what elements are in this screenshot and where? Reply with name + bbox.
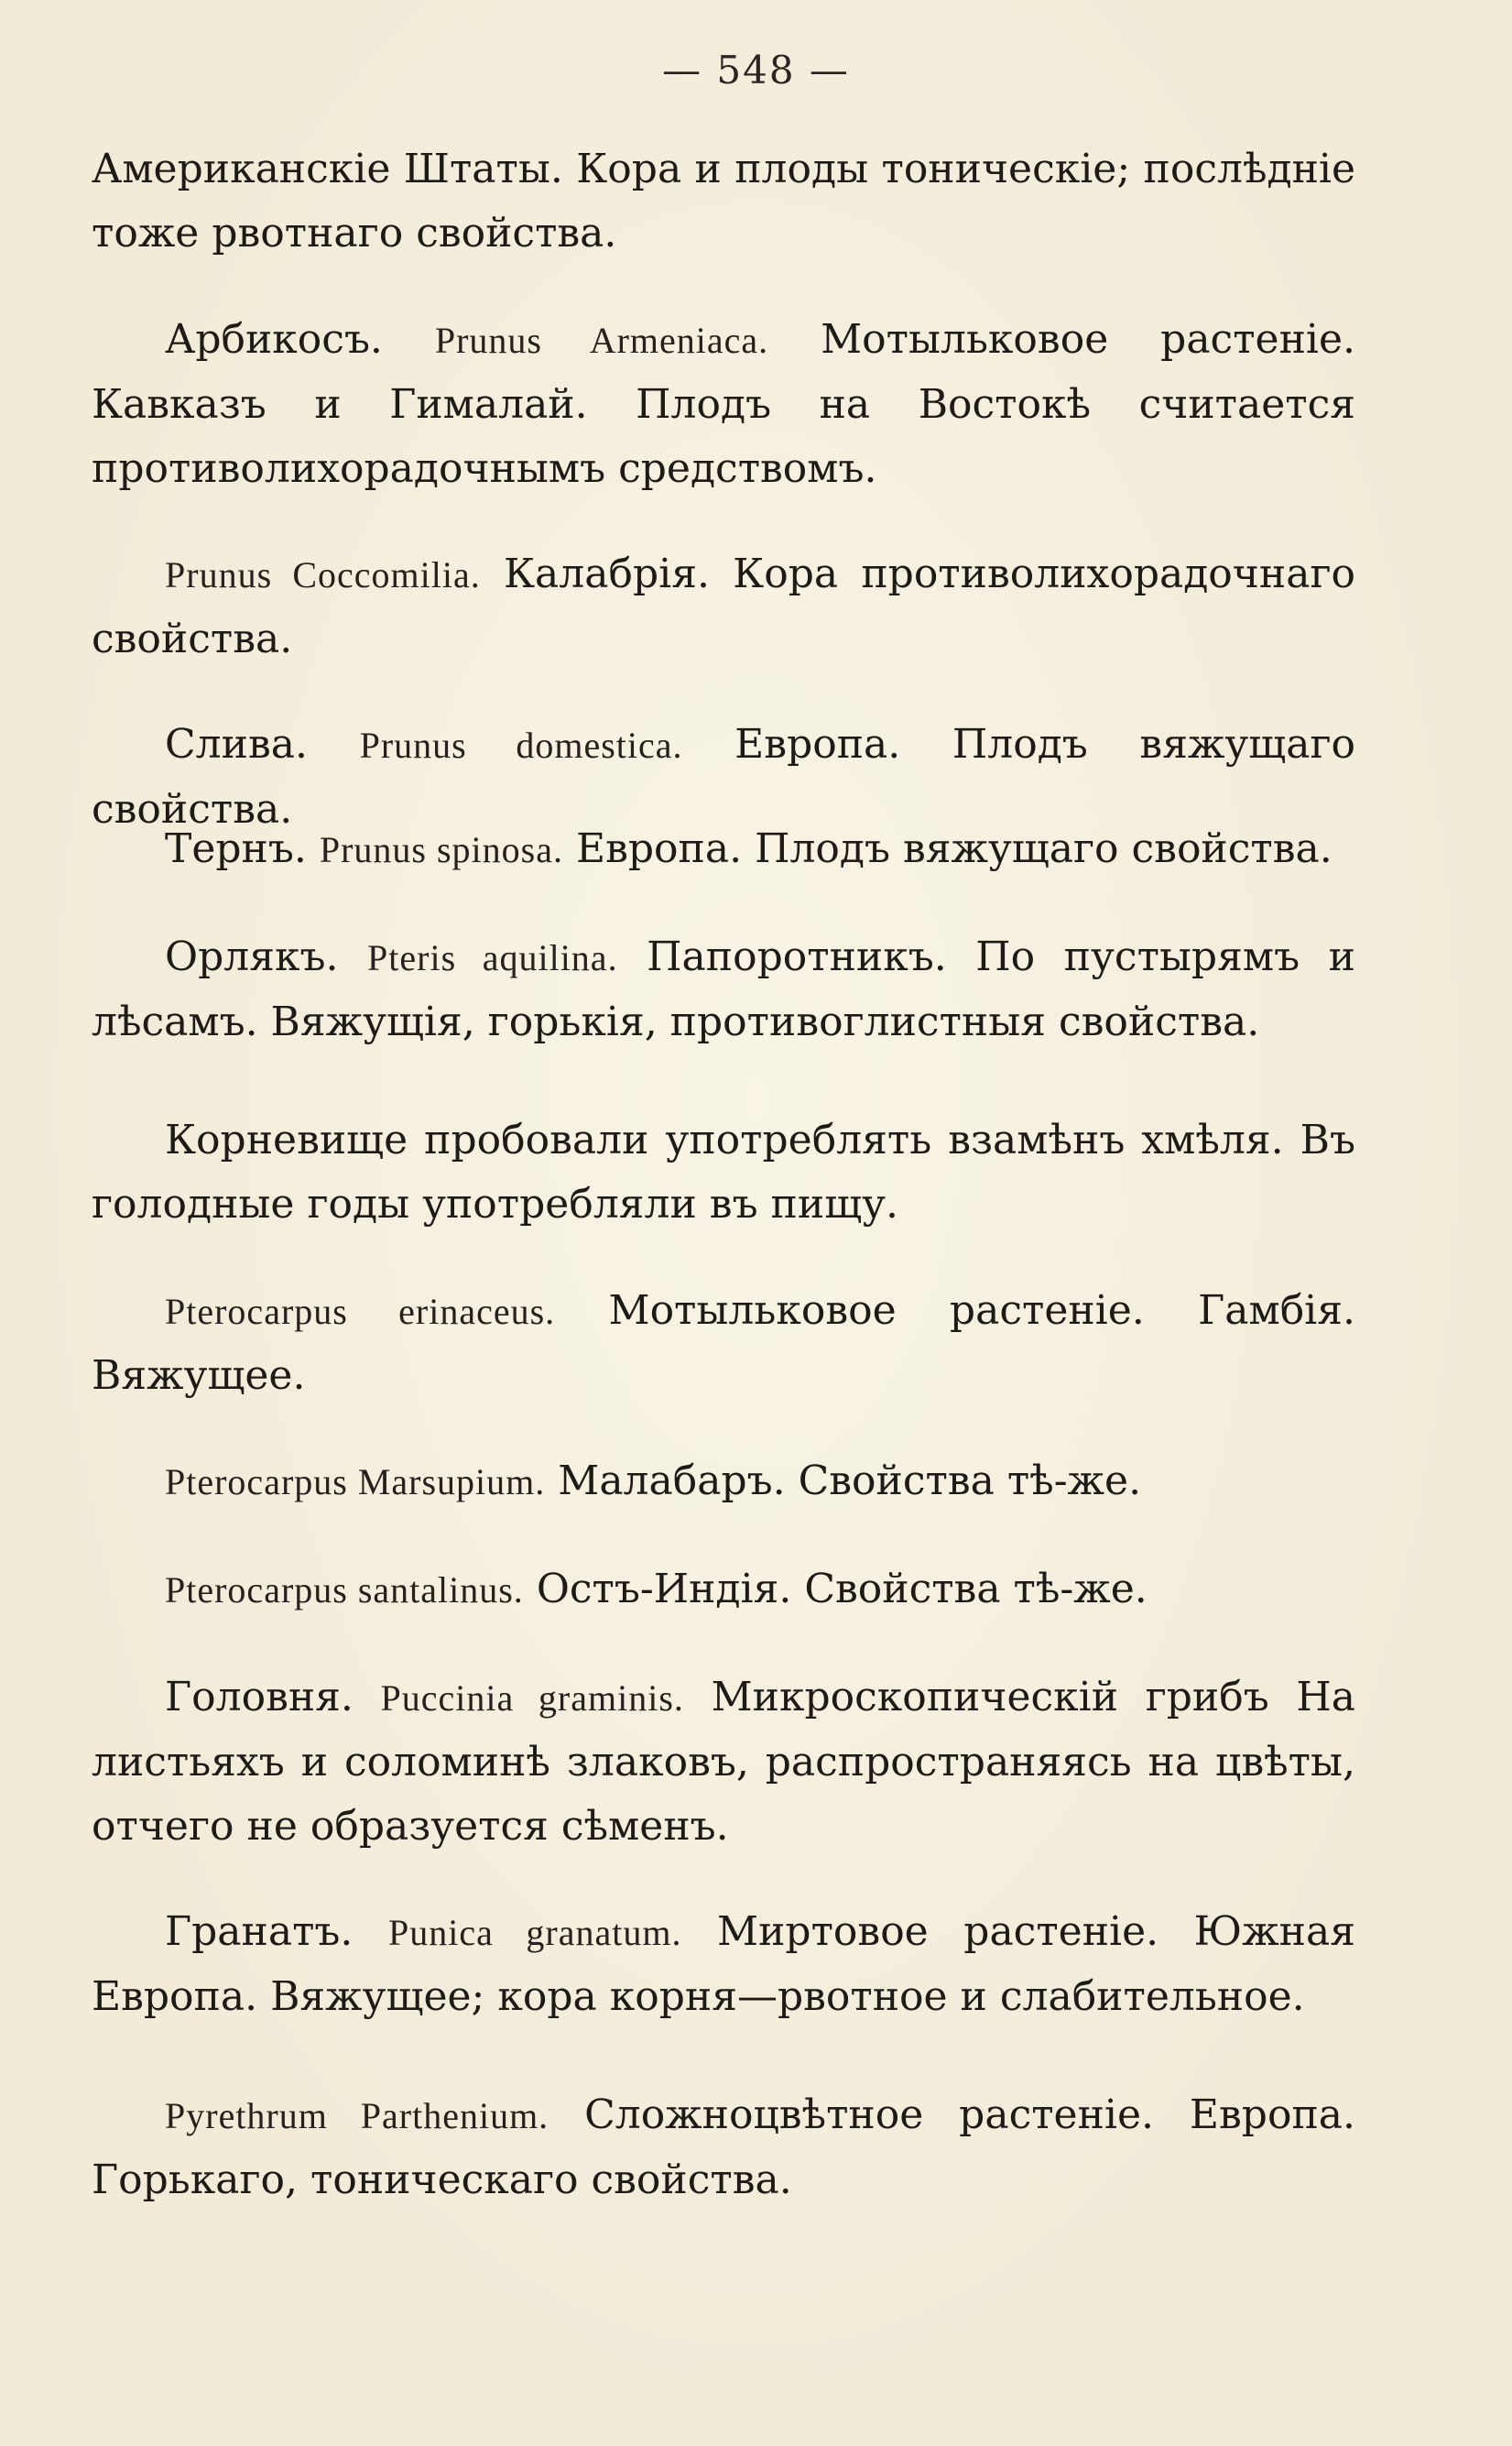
entry-latin: Prunus Armeniaca. xyxy=(434,320,769,361)
entry-name: Головня. xyxy=(165,1674,354,1720)
entry-apricot xyxy=(92,308,1355,501)
entry-text: Папоротникъ. По пустырямъ и лѣсамъ. Вяжущія, горькія, противоглистныя свойства. xyxy=(92,934,1355,1045)
page-number: — 548 — xyxy=(662,48,850,93)
entry-smut xyxy=(92,1665,1355,1859)
entry-text: Малабаръ. Свойства тѣ-же. xyxy=(558,1458,1142,1504)
entry-text: Калабрія. Кора противолихорадочнаго свойства. xyxy=(92,551,1355,662)
entry-latin: Puccinia graminis. xyxy=(380,1677,684,1719)
entry-pyrethrum xyxy=(92,2083,1355,2212)
entry-latin: Pterocarpus erinaceus. xyxy=(165,1291,556,1332)
entry-name: Арбикосъ. xyxy=(165,316,383,363)
entry-pterocarpus-santalinus xyxy=(92,1557,1355,1622)
entry-text: Мотыльковое растеніе. Кавказъ и Гималай. Плодъ на Востокѣ считается противолихорадочнымъ средствомъ. xyxy=(92,316,1355,492)
entry-prunus-coccomilia xyxy=(92,542,1355,672)
entry-blackthorn xyxy=(92,817,1355,882)
entry-latin: Pterocarpus santalinus. xyxy=(165,1569,524,1611)
entry-latin: Pterocarpus Marsupium. xyxy=(165,1461,546,1502)
entry-text: Корневище пробовали употреблять взамѣнъ хмѣля. Въ голодные годы употребляли въ пищу. xyxy=(92,1117,1355,1228)
entry-name: Гранатъ. xyxy=(165,1908,354,1955)
entry-text: Остъ-Индія. Свойства тѣ-же. xyxy=(536,1566,1148,1612)
entry-pomegranate xyxy=(92,1900,1355,2029)
entry-rhizome-note xyxy=(92,1108,1355,1237)
entry-bracken xyxy=(92,925,1355,1054)
entry-latin: Pyrethrum Parthenium. xyxy=(165,2095,549,2136)
continuation-text: Американскіе Штаты. Кора и плоды тоническіе; послѣдніе тоже рвотнаго свойства. xyxy=(92,146,1355,257)
entry-text: Европа. Плодъ вяжущаго свойства. xyxy=(576,825,1333,872)
entry-text: Сложноцвѣтное растеніе. Европа. Горькаго, тоническаго свойства. xyxy=(92,2091,1355,2203)
entry-pterocarpus-erinaceus xyxy=(92,1279,1355,1408)
entry-text: Европа. Плодъ вяжущаго свойства. xyxy=(92,721,1355,833)
entry-latin: Prunus domestica. xyxy=(359,725,683,766)
entry-text: Микроскопическій грибъ На листьяхъ и соломинѣ злаковъ, распространяясь на цвѣты, отчего не образуется сѣменъ. xyxy=(92,1674,1355,1850)
entry-text: Миртовое растеніе. Южная Европа. Вяжущее; кора корня—рвотное и слабительное. xyxy=(92,1908,1355,2020)
entry-name: Тернъ. xyxy=(165,825,307,872)
entry-name: Орлякъ. xyxy=(165,934,339,980)
entry-name: Слива. xyxy=(165,721,308,768)
entry-pterocarpus-marsupium xyxy=(92,1449,1355,1514)
entry-latin: Pteris aquilina. xyxy=(367,937,618,978)
entry-latin: Punica granatum. xyxy=(387,1912,682,1953)
entry-latin: Prunus spinosa. xyxy=(319,829,563,870)
entry-latin: Prunus Coccomilia. xyxy=(165,554,481,595)
entry-text: Мотыльковое растеніе. Гамбія. Вяжущее. xyxy=(92,1287,1355,1399)
